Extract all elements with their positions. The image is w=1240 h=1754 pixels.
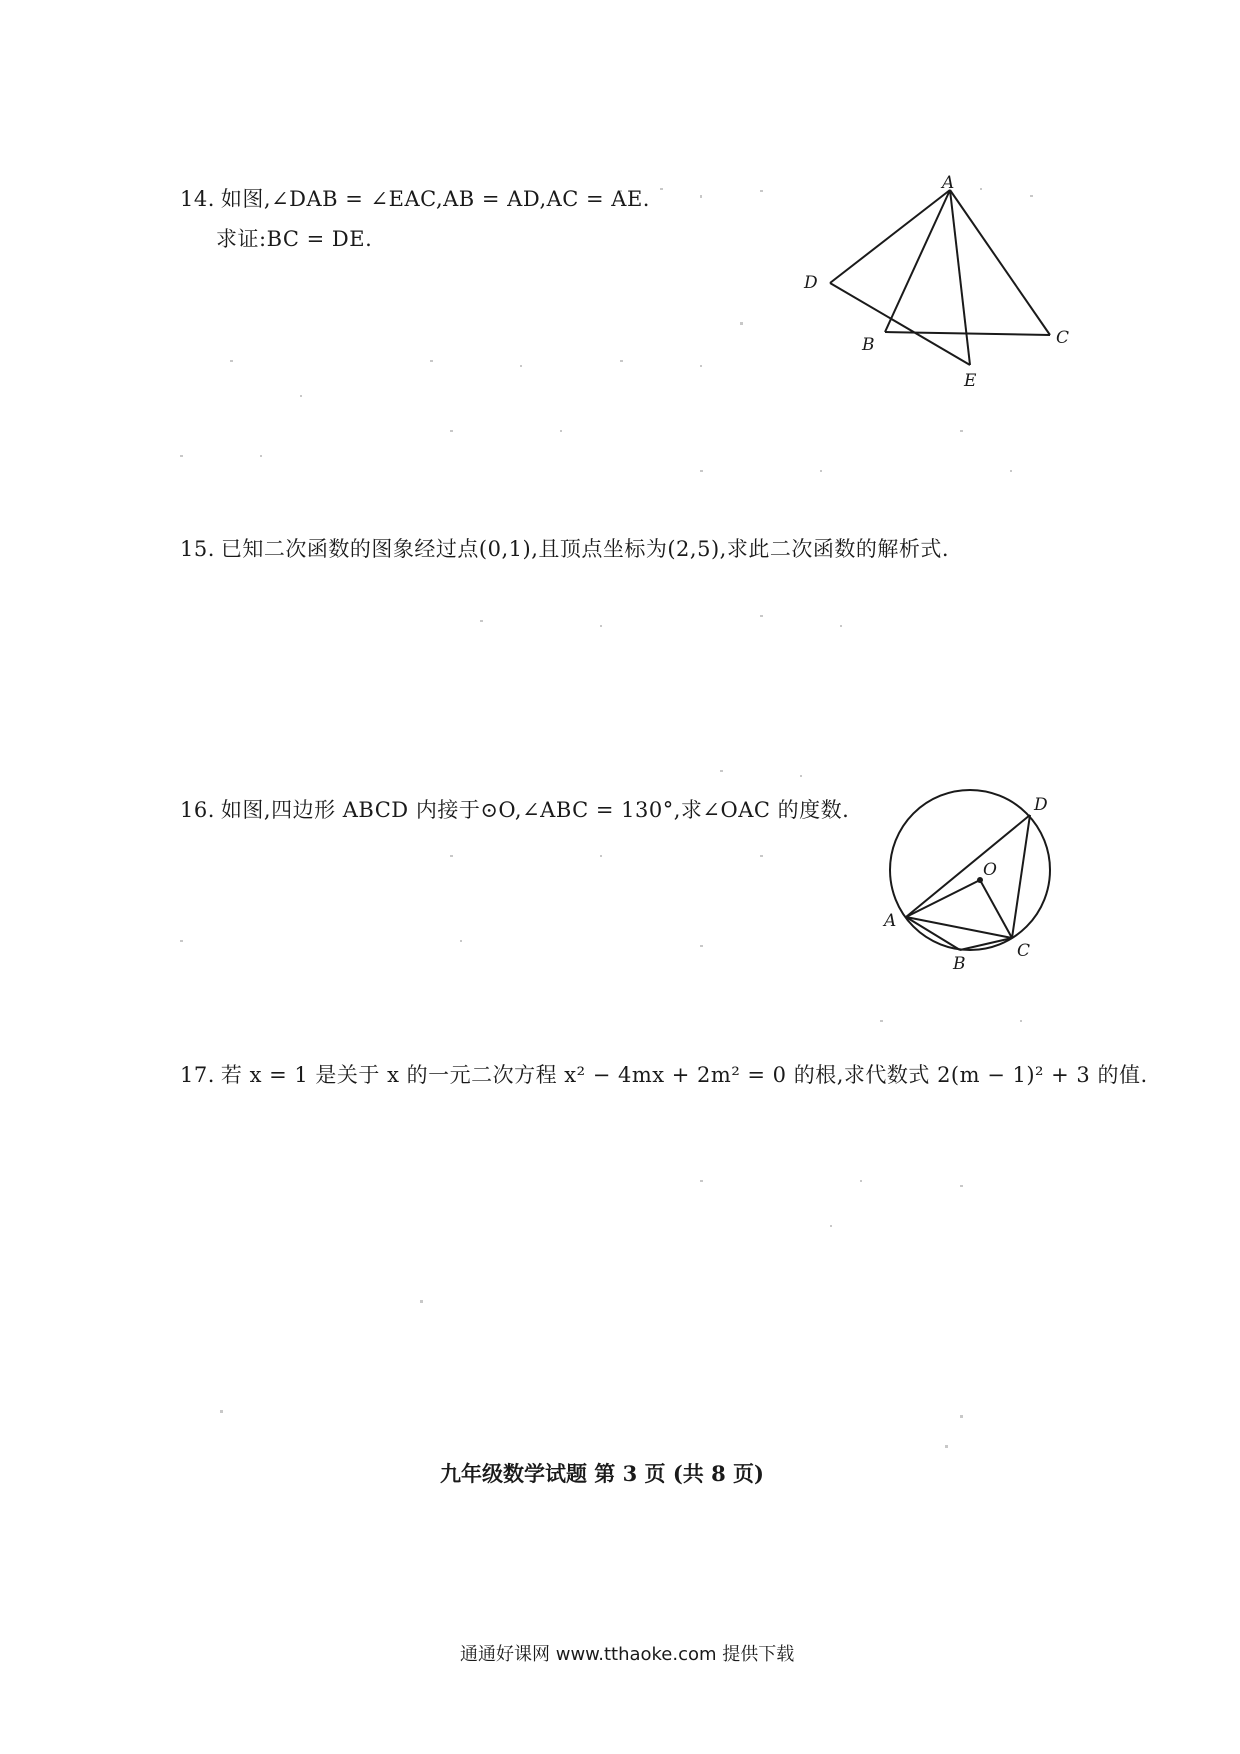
question-16-line1	[180, 794, 849, 824]
question-16-text: 如图,四边形 ABCD 内接于⊙O,∠ABC = 130°,求∠OAC 的度数.	[220, 798, 850, 822]
segment-de	[830, 283, 970, 365]
question-17-line1	[180, 1059, 1148, 1089]
segment-dc	[1012, 815, 1030, 938]
label-o: O	[983, 860, 997, 880]
label-e: E	[964, 371, 977, 391]
question-15-line1	[180, 533, 949, 563]
label-b: B	[953, 954, 966, 974]
label-b: B	[862, 335, 875, 355]
label-d: D	[1034, 795, 1048, 815]
figure-q16-circle	[870, 780, 1070, 980]
question-17-number: 17.	[180, 1063, 215, 1087]
page-footer: 九年级数学试题 第 3 页 (共 8 页)	[440, 1461, 764, 1486]
segment-ad	[830, 190, 950, 283]
segment-oc	[980, 880, 1012, 938]
question-15-text: 已知二次函数的图象经过点(0,1),且顶点坐标为(2,5),求此二次函数的解析式.	[220, 537, 949, 561]
label-c: C	[1056, 328, 1070, 348]
label-c: C	[1017, 941, 1031, 961]
question-14-number: 14.	[180, 187, 215, 211]
label-a: A	[942, 175, 955, 193]
question-14-text: 如图,∠DAB = ∠EAC,AB = AD,AC = AE.	[220, 187, 650, 211]
download-credit: 通通好课网 www.tthaoke.com 提供下载	[460, 1644, 795, 1665]
circle-o	[890, 790, 1050, 950]
segment-ad	[906, 815, 1030, 917]
figure-q14-triangles	[790, 175, 1080, 395]
question-17-text: 若 x = 1 是关于 x 的一元二次方程 x² − 4mx + 2m² = 0 的根,求代数式 2(m − 1)² + 3 的值.	[220, 1063, 1148, 1087]
question-14-line1	[180, 183, 650, 213]
question-14-line2: 求证:BC = DE.	[216, 227, 373, 251]
segment-ab	[885, 190, 950, 332]
label-d: D	[804, 273, 818, 293]
question-16-number: 16.	[180, 798, 215, 822]
question-15-number: 15.	[180, 537, 215, 561]
label-a: A	[884, 911, 897, 931]
